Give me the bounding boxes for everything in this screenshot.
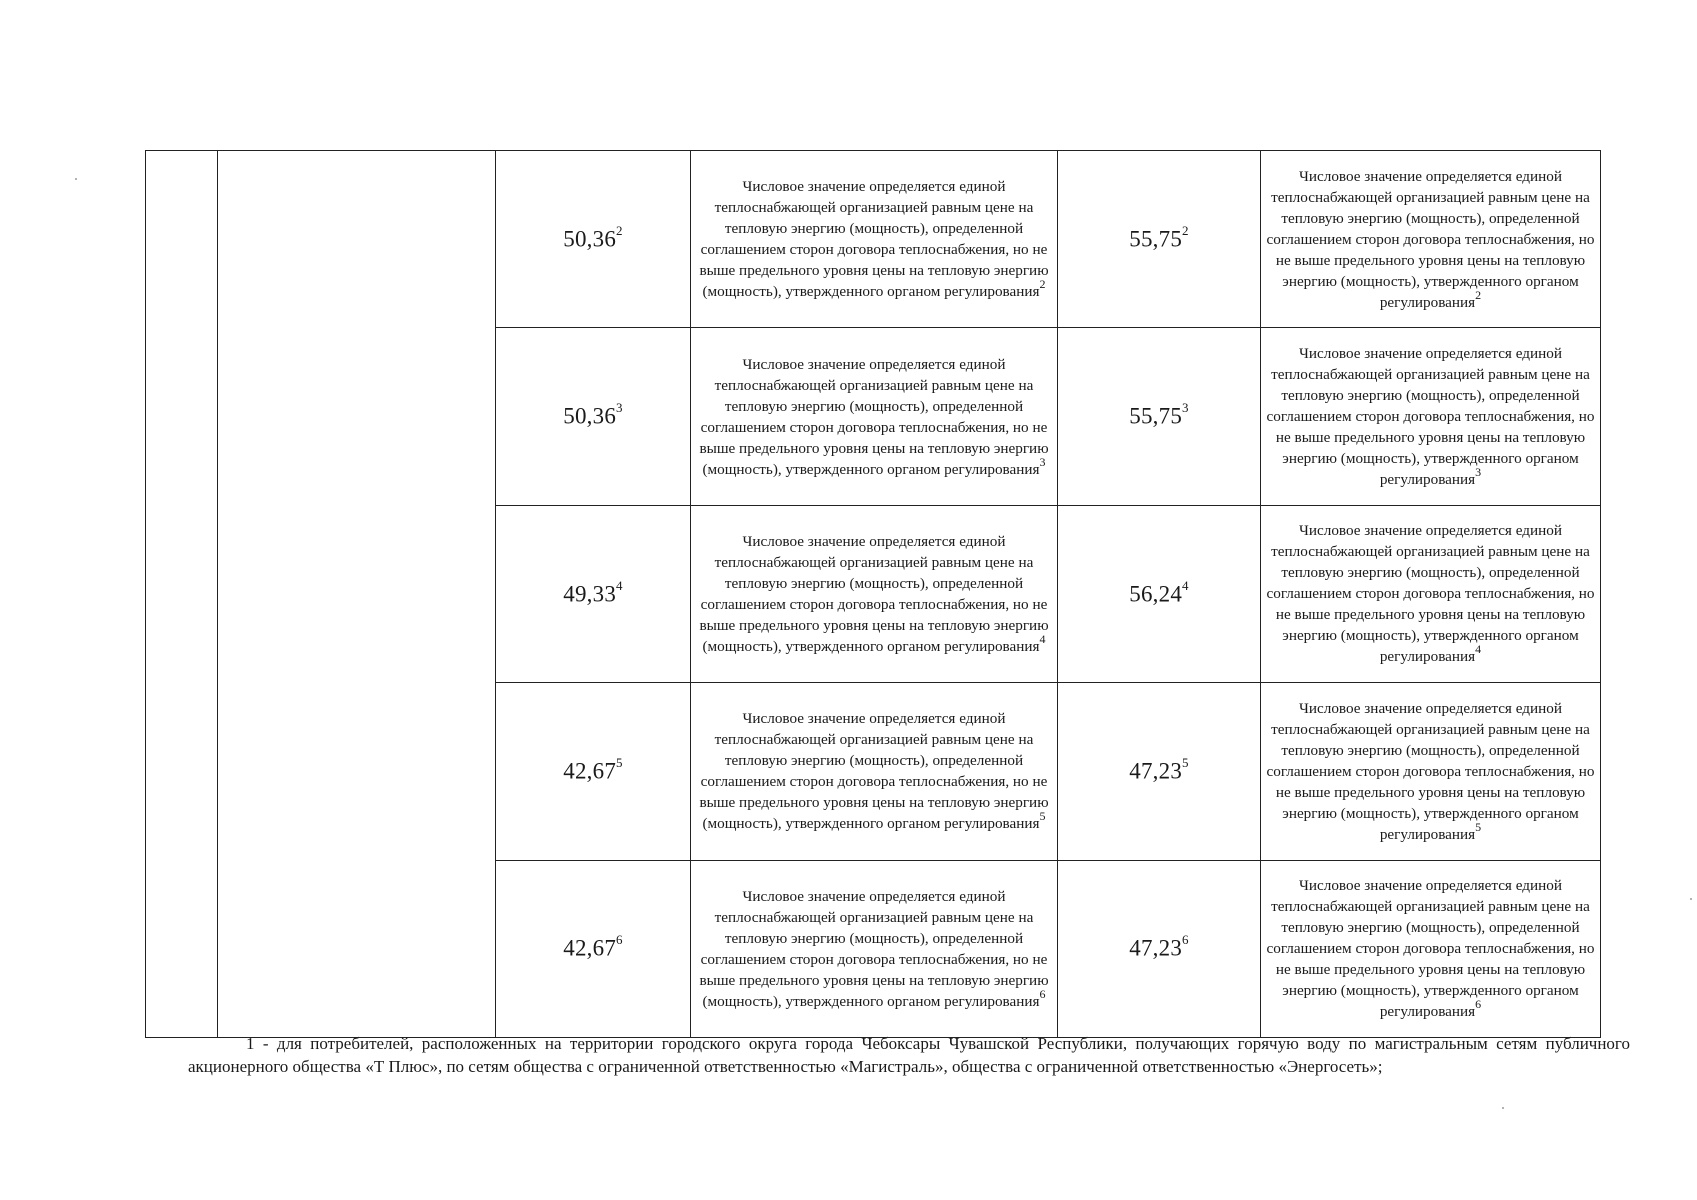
footnote-mark: 5: [1475, 819, 1482, 834]
condition-cell: [1261, 860, 1601, 1037]
footnote-paragraph: [188, 1032, 1630, 1078]
footnote-mark: 3: [1182, 400, 1189, 416]
condition-cell: [1261, 151, 1601, 328]
tariff-value: 42,67: [563, 758, 617, 784]
footnote-mark: 5: [616, 755, 623, 771]
tariff-value-cell: [1058, 328, 1261, 505]
condition-cell: [1261, 328, 1601, 505]
tariff-value: 42,67: [563, 936, 617, 962]
condition-text: Числовое значение определяется единой теплоснабжающей организацией равным цене на тепловую энергию (мощность), определенной соглашением сторон договора теплоснабжения, но не выше предельного уровня цены на тепловую энергию (мощность), утвержденного органом регулирования: [1266, 522, 1595, 666]
tariff-value: 50,36: [563, 403, 617, 429]
footnote-mark: 6: [1475, 997, 1482, 1012]
footnote-mark: 4: [1475, 642, 1482, 657]
condition-text: Числовое значение определяется единой теплоснабжающей организацией равным цене на тепловую энергию (мощность), определенной соглашением сторон договора теплоснабжения, но не выше предельного уровня цены на тепловую энергию (мощность), утвержденного органом регулирования: [1266, 699, 1595, 843]
tariff-value-cell: [1058, 505, 1261, 682]
condition-text: Числовое значение определяется единой теплоснабжающей организацией равным цене на тепловую энергию (мощность), определенной соглашением сторон договора теплоснабжения, но не выше предельного уровня цены на тепловую энергию (мощность), утвержденного органом регулирования: [699, 710, 1049, 833]
scan-speck: [75, 178, 77, 180]
footnote-mark: 6: [616, 932, 623, 948]
footnote-mark: 5: [1039, 809, 1046, 824]
tariff-value: 49,33: [563, 581, 617, 607]
tariff-value-cell: [496, 328, 691, 505]
footnote-mark: 3: [1039, 454, 1046, 469]
tariff-value: 55,75: [1129, 226, 1183, 252]
tariff-value: 56,24: [1129, 581, 1183, 607]
footnote-mark: 4: [616, 577, 623, 593]
empty-merged-cell: [146, 151, 218, 1038]
condition-text: Числовое значение определяется единой теплоснабжающей организацией равным цене на тепловую энергию (мощность), определенной соглашением сторон договора теплоснабжения, но не выше предельного уровня цены на тепловую энергию (мощность), утвержденного органом регулирования: [699, 178, 1049, 301]
tariff-value-cell: [496, 860, 691, 1037]
condition-cell: [691, 328, 1058, 505]
tariff-table: [145, 150, 1601, 1038]
footnote-text: 1 - для потребителей, расположенных на территории городского округа города Чебоксары Чувашской Республики, получающих горячую воду по магистральным сетям публичного акционерного общества «Т Плюс», по сетям общества с ограниченной ответственностью «Магистраль», общества с ограниченной ответственностью «Энергосеть»;: [188, 1034, 1630, 1076]
footnote-mark: 2: [616, 222, 623, 238]
condition-cell: [691, 683, 1058, 860]
footnote-mark: 4: [1182, 577, 1189, 593]
footnote-mark: 5: [1182, 755, 1189, 771]
footnote-mark: 2: [1039, 277, 1046, 292]
condition-text: Числовое значение определяется единой теплоснабжающей организацией равным цене на тепловую энергию (мощность), определенной соглашением сторон договора теплоснабжения, но не выше предельного уровня цены на тепловую энергию (мощность), утвержденного органом регулирования: [699, 355, 1049, 478]
tariff-value: 47,23: [1129, 758, 1183, 784]
condition-text: Числовое значение определяется единой теплоснабжающей организацией равным цене на тепловую энергию (мощность), определенной соглашением сторон договора теплоснабжения, но не выше предельного уровня цены на тепловую энергию (мощность), утвержденного органом регулирования: [699, 532, 1049, 655]
condition-cell: [691, 151, 1058, 328]
condition-cell: [691, 860, 1058, 1037]
condition-text: Числовое значение определяется единой теплоснабжающей организацией равным цене на тепловую энергию (мощность), определенной соглашением сторон договора теплоснабжения, но не выше предельного уровня цены на тепловую энергию (мощность), утвержденного органом регулирования: [1266, 345, 1595, 489]
condition-text: Числовое значение определяется единой теплоснабжающей организацией равным цене на тепловую энергию (мощность), определенной соглашением сторон договора теплоснабжения, но не выше предельного уровня цены на тепловую энергию (мощность), утвержденного органом регулирования: [699, 887, 1049, 1010]
table-row: [146, 151, 1601, 328]
condition-cell: [1261, 683, 1601, 860]
tariff-value-cell: [496, 505, 691, 682]
tariff-value-cell: [496, 151, 691, 328]
tariff-value-cell: [1058, 683, 1261, 860]
condition-text: Числовое значение определяется единой теплоснабжающей организацией равным цене на тепловую энергию (мощность), определенной соглашением сторон договора теплоснабжения, но не выше предельного уровня цены на тепловую энергию (мощность), утвержденного органом регулирования: [1266, 167, 1595, 311]
footnote-mark: 6: [1039, 986, 1046, 1001]
footnote-mark: 2: [1475, 287, 1482, 302]
footnote-mark: 6: [1182, 932, 1189, 948]
footnote-mark: 4: [1039, 631, 1046, 646]
footnote-mark: 3: [1475, 465, 1482, 480]
scan-speck: [1502, 1107, 1504, 1109]
tariff-value-cell: [1058, 860, 1261, 1037]
footnote-mark: 2: [1182, 222, 1189, 238]
tariff-value: 47,23: [1129, 936, 1183, 962]
tariff-value-cell: [496, 683, 691, 860]
scan-speck: [1690, 898, 1692, 900]
condition-cell: [691, 505, 1058, 682]
tariff-value: 50,36: [563, 226, 617, 252]
tariff-value: 55,75: [1129, 403, 1183, 429]
tariff-value-cell: [1058, 151, 1261, 328]
empty-merged-cell: [218, 151, 496, 1038]
condition-cell: [1261, 505, 1601, 682]
condition-text: Числовое значение определяется единой теплоснабжающей организацией равным цене на тепловую энергию (мощность), определенной соглашением сторон договора теплоснабжения, но не выше предельного уровня цены на тепловую энергию (мощность), утвержденного органом регулирования: [1266, 877, 1595, 1021]
footnote-mark: 3: [616, 400, 623, 416]
